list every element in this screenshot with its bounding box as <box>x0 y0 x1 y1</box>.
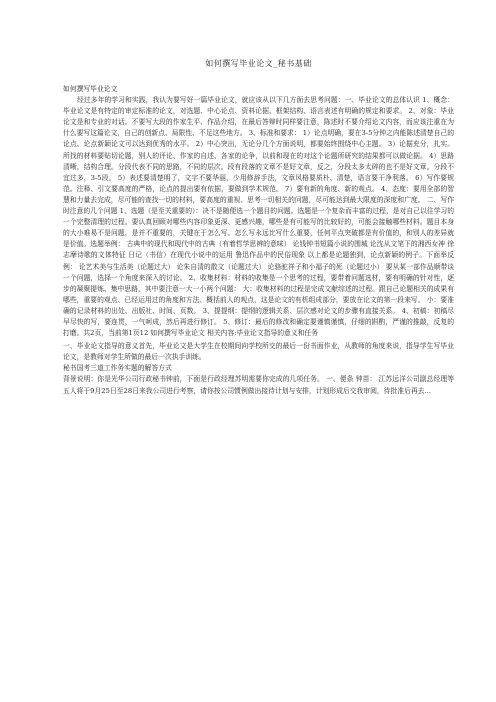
article-heading: 如何撰写毕业论文 <box>63 85 118 93</box>
document-title: 如何撰写毕业论文_秘书基础 <box>205 59 312 68</box>
related-paragraph-1: 一、毕业论文指导的意义首先，毕业论文是大学生在校期间向学校所交的最后一份书面作业，从教师的角度来说，指导学生写毕业论文，是教师对学生所做的最后一次执手训练。 <box>63 342 454 362</box>
related-paragraph-2: 背景说明：你是光华公司行政秘书钟前，下面是行政经理苏明需要你完成的几项任务。 一、便条 钟苗： 江苏远洋公司副总经理等五人将于9月25日至28日来我公司进行考察，请你按公司惯例做出接待计划与安排，计划形成后交我审阅，待批准后再去... <box>63 375 454 395</box>
related-title-2: 秘书国考三道工作务实题的解答方式 <box>63 364 172 373</box>
article-body-paragraph: 经过多年的学习和实践，我认为要写好一篇毕业论文，就应该从以下几方面去思考问题：一、毕业论文的总体认识 1、概念：毕业论文是有特定的审定标准的论文，对选题、中心论点、资料论据、框架结构、语言表述有明确的规定和要求。 2、对象：毕业论文是和专业的对话。不要写大段的作家生平、作品介绍，在最后答辩时同样要注意，陈述时不要介绍论文内容，而应该注重在为什么要写这篇论文，自己的创新点、局限性、不足这些地方。 3、标准和要求： 1）论点明确，要在3-5分钟之内能陈述清楚自己的论点。论点新颖论文可以达到优秀的水平。 2）中心突出，无论分几个方面说明，都要始终围绕中心主题。 3）论据充分，扎实。所找的材料要贴切论题，别人的评论、作家的自述、各家的论争，以前和现在的对这个论题所研究的结果都可以做论据。 4）思路清晰，结构合理。分段代表不同的思路，不同的层次。段有段落的文章不是好文章，反之，分段太多太碎的也不是好文章。分段不宜过多，3-5段。 5）表述要清楚明了，文字不要华丽，少用修辞手法，文章风格要质朴、清楚，语言要干净利落。 6）写作要规范。注释、引文要高度的严格，论点的提出要有依据，要做到学术规范。 7）要有新的角度、新的观点。 4、态度：要用全部的智慧和力量去完成，尽可能的查找一切的材料，要高度的重视、思考一切相关的问题，尽可能达到最大限度的深度和广度。 二、写作时注意的几个问题 1、选题（是至关重要的）：决不是随便选一个题目的问题。选题是一个复杂而丰富的过程，是对自己以往学习的一个完整清理的过程。要认真回顾对哪些内容印象更深、更感兴趣，哪些是有可能写的比较好的，可能会接触哪些材料。题目本身的大小难易不是问题，是并不重要的，关键在于怎么写。怎么写永远比写什么重要，任何平点突破都是有价值的，和别人的差异就是价值。选题举例： 古典中的现代和现代中的古典（有着哲学思辨的意味） 论钱钟书短篇小说的围城 论沈从文笔下的湘西女神 徐志摩诗歌的文体特征 日记（书信）在现代小说中的运用 鲁迅作品中的民俗现象 以上都是论题独到，论点新颖的例子。下面举反例： 论艺术美与生活美（论题过大） 论朱自清的散文（论题过大） 论骆驼祥子和小福子的死（论题过小） 要从某一部作品顺带谈一个问题，选择一个角度来深入的讨论。 2、收集材料：材料的收集是一个思考的过程，要带着问题选材，要有明确的针对性，逐步的凝聚提炼、集中思路，其中要注意一大一小两个问题： 大：收集材料的过程是完成文献综述的过程。跟自己论题相关的成果有哪些，重要的观点、已经运用过的角度和方法、概括前人的观点，这是论文的有机组成部分，要放在论文的第一段来写。 小：要准确的记录材料的出处、出版社、时间、页数。 3、提提纲：提纲的逻辑关系、层次感对论文的步骤有直接关系。 4、初稿：初稿尽早尽快的写，要连贯，一气呵成，然后再进行修订。 5、修订：最后的修改和确定要谨慎谨慎，仔细的斟酌，严谨的推敲，反复的打磨。共2页，当前第1页12 如何撰写毕业论文 相关内容:毕业论文指导的意义和任务 <box>63 96 454 338</box>
